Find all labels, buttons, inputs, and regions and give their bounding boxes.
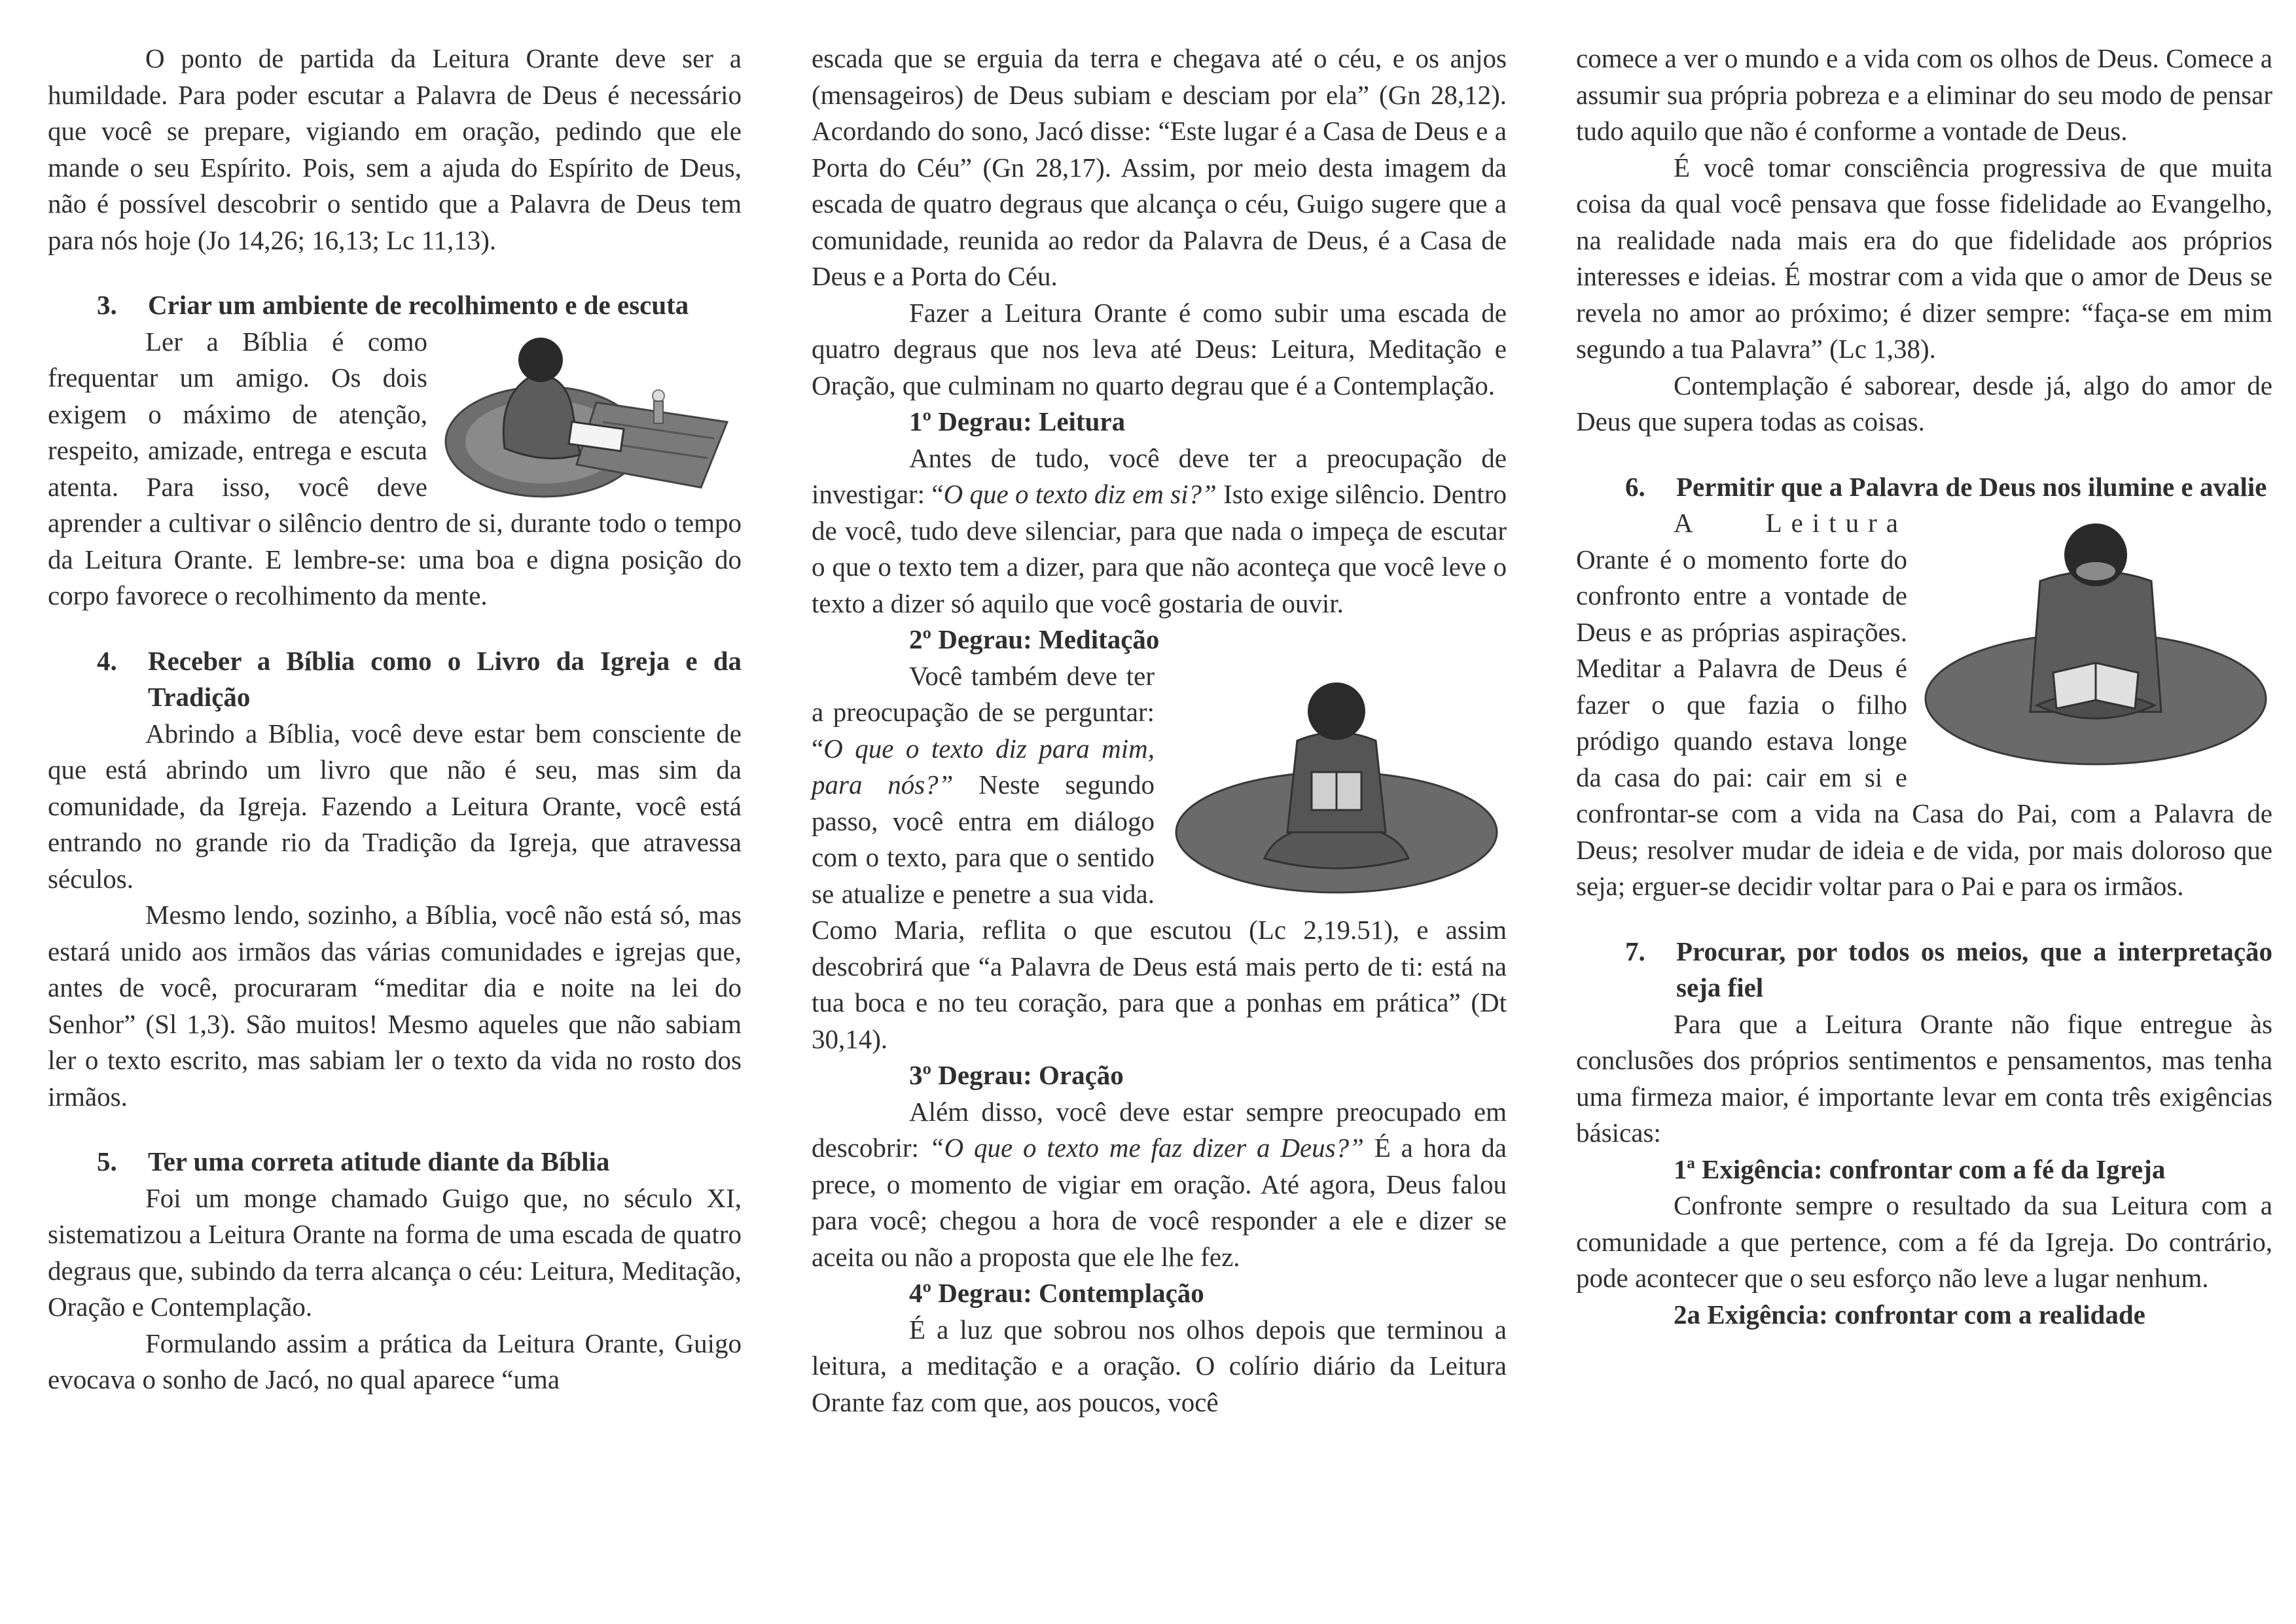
section-title: Procurar, por todos os meios, que a interpretação seja fiel	[1676, 936, 2272, 1002]
requirement-heading-1: 1ª Exigência: confrontar com a fé da Igreja	[1674, 1154, 2166, 1184]
question: O que o texto diz para mim, para nós?”	[812, 733, 1155, 800]
section-number: 5.	[97, 1146, 117, 1176]
paragraph: É você tomar consciência progressiva de que muita coisa da qual você pensava que fosse fidelidade ao Evangelho, na realidade nada mais era do que fidelidade aos próprios interesses e ideias. É mostrar com a vida que o amor de Deus se revela no amor ao próximo; é dizer sempre: “faça-se em mim segundo a tua Palavra” (Lc 1,38).	[1576, 152, 2272, 364]
section-title: Receber a Bíblia como o Livro da Igreja e da Tradição	[148, 645, 742, 712]
paragraph: É a luz que sobrou nos olhos depois que terminou a leitura, a meditação e a oração. O colírio diário da Leitura Orante faz com que, aos poucos, você	[812, 1314, 1507, 1417]
step-heading-meditacao: 2º Degrau: Meditação	[909, 624, 1160, 654]
section-heading-5	[48, 1144, 742, 1180]
requirement-heading-2: 2a Exigência: confrontar com a realidade	[1674, 1299, 2145, 1330]
paragraph: Contemplação é saborear, desde já, algo do amor de Deus que supera todas as coisas.	[1576, 370, 2272, 436]
step-heading-contemplacao: 4º Degrau: Contemplação	[909, 1278, 1204, 1308]
section-heading-6	[1576, 469, 2272, 506]
paragraph: O ponto de partida da Leitura Orante deve ser a humildade. Para poder escutar a Palavra de Deus é necessário que você se prepare, vigiando em oração, pedindo que ele mande o seu Espírito. Pois, sem a ajuda do Espírito de Deus, não é possível descobrir o sentido que a Palavra de Deus tem para nós hoje (Jo 14,26; 16,13; Lc 11,13).	[48, 43, 742, 255]
paragraph: Além disso, você deve estar sempre preocupado em descobrir: “O que o texto me faz dizer a Deus?” É a hora da prece, o momento de vigiar em oração. Até agora, Deus falou para você; chegou a hora de você responder a ele e dizer se aceita ou não a proposta que ele lhe fez.	[812, 1096, 1507, 1272]
paragraph: A Leitura Orante é o momento forte do confronto entre a vontade de Deus e as próprias aspirações. Meditar a Palavra de Deus é fazer o que fazia o filho pródigo quando estava longe da casa do pai: cair em si e confrontar-se com a vida na Casa do Pai, com a Palavra de Deus; resolver mudar de ideia e de vida, por mais doloroso que seja; erguer-se decidir voltar para o Pai e para os irmãos.	[1576, 508, 2272, 901]
column-1	[48, 41, 742, 1398]
column-3	[1576, 41, 2272, 1333]
section-number: 4.	[97, 645, 117, 676]
paragraph: Formulando assim a prática da Leitura Orante, Guigo evocava o sonho de Jacó, no qual aparece “uma	[48, 1328, 742, 1394]
section-heading-4	[48, 643, 742, 716]
seated-meditation-illustration	[1166, 662, 1507, 898]
question: O que o texto diz em si?”	[943, 479, 1217, 509]
section-number: 7.	[1625, 936, 1645, 966]
paragraph: Antes de tudo, você deve ter a preocupação de investigar: “O que o texto diz em si?” Isto exige silêncio. Dentro de você, tudo deve silenciar, para que nada o impeça de escutar o que o texto tem a dizer, para que não aconteça que você leve o texto a dizer só aquilo que você gostaria de ouvir.	[812, 442, 1507, 618]
paragraph: Ler a Bíblia é como frequentar um amigo. Os dois exigem o máximo de atenção, respeito, amizade, entrega e escuta atenta. Para isso, você deve aprender a cultivar o silêncio dentro de si, durante todo o tempo da Leitura Orante. E lembre-se: uma boa e digna posição do corpo favorece o recolhimento da mente.	[48, 326, 742, 610]
paragraph: Mesmo lendo, sozinho, a Bíblia, você não está só, mas estará unido aos irmãos das várias comunidades e igrejas que, antes de você, procuraram “meditar dia e noite na lei do Senhor” (Sl 1,3). São muitos! Mesmo aqueles que não sabiam ler o texto escrito, mas sabiam ler o texto da vida no rosto dos irmãos.	[48, 900, 742, 1112]
section-number: 3.	[97, 290, 117, 320]
paragraph: escada que se erguia da terra e chegava até o céu, e os anjos (mensageiros) de Deus subiam e desciam por ela” (Gn 28,12). Acordando do sono, Jacó disse: “Este lugar é a Casa de Deus e a Porta do Céu” (Gn 28,17). Assim, por meio desta imagem da escada de quatro degraus que alcança o céu, Guigo sugere que a comunidade, reunida ao redor da Palavra de Deus, é a Casa de Deus e a Porta do Céu.	[812, 43, 1507, 291]
section-title: Ter uma correta atitude diante da Bíblia	[148, 1146, 610, 1176]
seated-reader-illustration	[1919, 509, 2272, 784]
paragraph: Você também deve ter a preocupação de se perguntar: “O que o texto diz para mim, para nós?” Neste segundo passo, você entra em diálogo com o texto, para que o sentido se atualize e penetre a sua vida. Como Maria, reflita o que escutou (Lc 2,19.51), e assim descobrirá que “a Palavra de Deus está mais perto de ti: está na tua boca e no teu coração, para que a ponhas em prática” (Dt 30,14).	[812, 660, 1507, 1054]
paragraph: Confronte sempre o resultado da sua Leitura com a comunidade a que pertence, com a fé da Igreja. Do contrário, pode acontecer que o seu esforço não leve a lugar nenhum.	[1576, 1190, 2272, 1293]
step-heading-oracao: 3º Degrau: Oração	[909, 1060, 1124, 1090]
paragraph: Foi um monge chamado Guigo que, no século XI, sistematizou a Leitura Orante na forma de uma escada de quatro degraus que, subindo da terra alcança o céu: Leitura, Meditação, Oração e Contemplação.	[48, 1182, 742, 1322]
paragraph: Para que a Leitura Orante não fique entregue às conclusões dos próprios sentimentos e pensamentos, mas tenha uma firmeza maior, é importante levar em conta três exigências básicas:	[1576, 1008, 2272, 1148]
kneeling-reader-illustration	[439, 324, 742, 501]
step-heading-leitura: 1º Degrau: Leitura	[909, 406, 1126, 436]
question: “O que o texto me faz dizer a Deus?”	[929, 1133, 1364, 1163]
section-title: Criar um ambiente de recolhimento e de escuta	[148, 290, 689, 320]
paragraph: Abrindo a Bíblia, você deve estar bem consciente de que está abrindo um livro que não é seu, mas sim da comunidade, da Igreja. Fazendo a Leitura Orante, você está entrando no grande rio da Tradição da Igreja, que atravessa séculos.	[48, 718, 742, 894]
section-title: Permitir que a Palavra de Deus nos ilumine e avalie	[1676, 471, 2267, 502]
paragraph: comece a ver o mundo e a vida com os olhos de Deus. Comece a assumir sua própria pobreza e a eliminar do seu modo de pensar tudo aquilo que não é conforme a vontade de Deus.	[1576, 43, 2272, 146]
section-number: 6.	[1625, 471, 1645, 502]
section-heading-3	[48, 287, 742, 324]
section-heading-7	[1576, 934, 2272, 1006]
paragraph: Fazer a Leitura Orante é como subir uma escada de quatro degraus que nos leva até Deus: Leitura, Meditação e Oração, que culminam no quarto degrau que é a Contemplação.	[812, 297, 1507, 400]
column-2	[812, 41, 1507, 1421]
